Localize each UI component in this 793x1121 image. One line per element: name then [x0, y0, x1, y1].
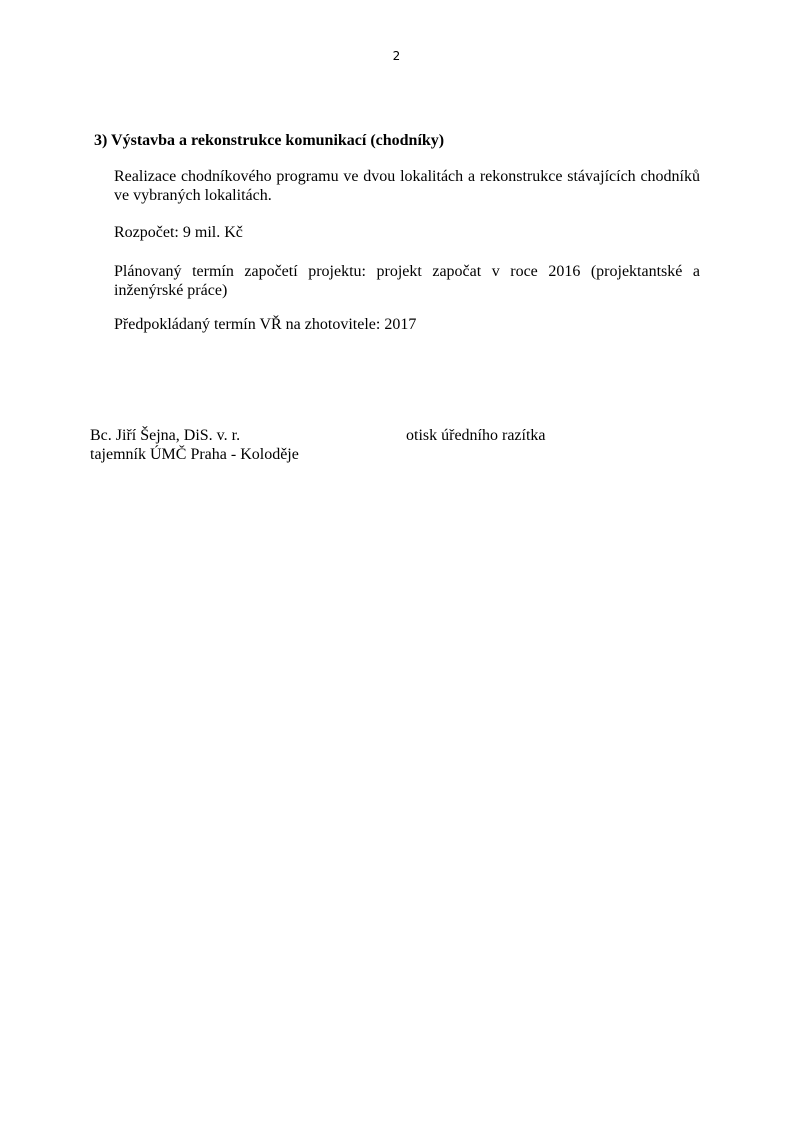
- planned-start-date: Plánovaný termín započetí projektu: projekt započat v roce 2016 (projektantské a inženýrské práce): [114, 263, 700, 299]
- project-description: Realizace chodníkového programu ve dvou lokalitách a rekonstrukce stávajících chodníků ve vybraných lokalitách.: [114, 168, 700, 204]
- stamp-placeholder: otisk úředního razítka: [406, 427, 546, 444]
- section-heading: 3) Výstavba a rekonstrukce komunikací (chodníky): [94, 132, 445, 149]
- expected-tender-date: Předpokládaný termín VŘ na zhotovitele: 2017: [114, 316, 417, 333]
- signatory-name: Bc. Jiří Šejna, DiS. v. r.: [90, 427, 241, 444]
- page-number: 2: [392, 49, 401, 63]
- project-budget: Rozpočet: 9 mil. Kč: [114, 224, 243, 241]
- signatory-position: tajemník ÚMČ Praha - Koloděje: [90, 446, 299, 463]
- signature-block: [90, 426, 299, 464]
